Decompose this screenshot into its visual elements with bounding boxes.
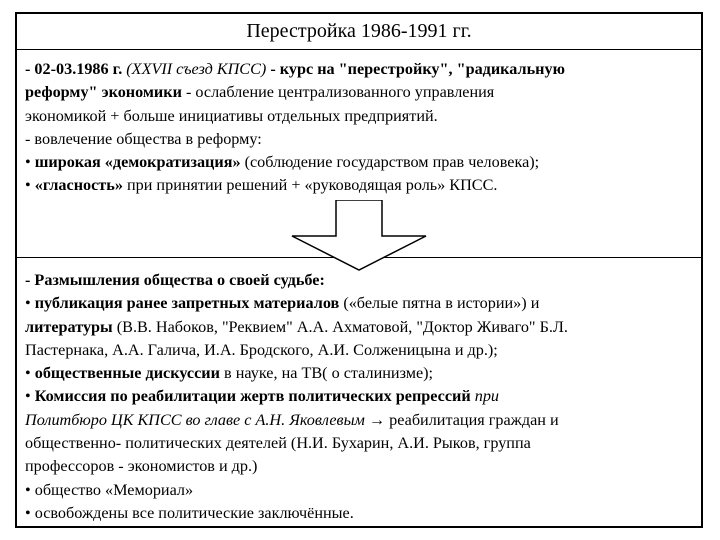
list-item (25, 174, 697, 197)
right-arrow-icon: → (364, 410, 390, 429)
text-line: - вовлечение общества в реформу: (25, 129, 262, 148)
bullet-icon: • (25, 387, 31, 406)
text-line (25, 58, 697, 81)
text: («белые пятна в истории») и (339, 294, 540, 313)
text-bold: широкая «демократизация» (34, 153, 241, 172)
bullet-icon: • (25, 153, 31, 172)
down-arrow-icon (274, 200, 444, 272)
bullet-icon: • (25, 480, 31, 499)
list-item (25, 292, 697, 315)
list-item (25, 385, 697, 408)
text-line: экономикой + больше инициативы отдельных предприятий. (25, 106, 438, 125)
text-bold: публикация ранее запретных материалов (34, 294, 340, 313)
text: при принятии решений + «руководящая роль» КПСС. (122, 176, 498, 195)
text-bold: - Размышления общества о своей судьбе: (25, 271, 325, 289)
text-italic: при (470, 387, 500, 406)
text: (В.В. Набоков, "Реквием" А.А. Ахматовой, "Доктор Живаго" Б.Л. (112, 317, 568, 336)
list-item (25, 362, 697, 385)
text-bold: реформу" экономики (25, 83, 182, 102)
text-line (25, 269, 697, 292)
text: (соблюдение государством прав человека); (240, 153, 540, 172)
text: общество «Мемориал» (34, 480, 194, 499)
text-line: Пастернака, А.А. Галича, И.А. Бродского, А.И. Солженицына и др.); (25, 340, 498, 359)
page-title: Перестройка 1986-1991 гг. (17, 14, 701, 50)
text-line (25, 81, 697, 104)
text: освобождены все политические заключённые. (34, 503, 354, 522)
text-line (25, 409, 697, 432)
list-item (25, 151, 697, 174)
text: реабилитация граждан и (389, 410, 559, 429)
bullet-icon: • (25, 176, 31, 195)
list-item (25, 502, 697, 525)
text-bold: - 02-03.1986 г. (25, 60, 127, 78)
text-line: общественно- политических деятелей (Н.И. Бухарин, А.И. Рыков, группа (25, 434, 531, 453)
text-italic: Политбюро ЦК КПСС во главе с А.Н. Яковлевым (25, 410, 365, 429)
section-perestroika-course (25, 58, 697, 198)
text-bold: - курс на "перестройку", "радикальную (266, 60, 565, 78)
text-line: профессоров - экономистов и др.) (25, 457, 258, 476)
text-bold: «гласность» (34, 176, 123, 195)
bullet-icon: • (25, 294, 31, 313)
bullet-icon: • (25, 503, 31, 522)
text: - ослабление централизованного управления (181, 83, 495, 102)
text-line (25, 316, 697, 339)
text-bold: Комиссия по реабилитации жертв политических репрессий (34, 387, 471, 406)
text: в науке, на ТВ( о сталинизме); (219, 364, 434, 383)
content-frame (15, 12, 703, 528)
text-bold: общественные дискуссии (34, 364, 220, 383)
bullet-icon: • (25, 364, 31, 383)
text-bold: литературы (25, 317, 113, 336)
text-italic: (XXVII съезд КПСС) (126, 60, 267, 78)
list-item (25, 479, 697, 502)
section-society-reflection (25, 269, 697, 525)
